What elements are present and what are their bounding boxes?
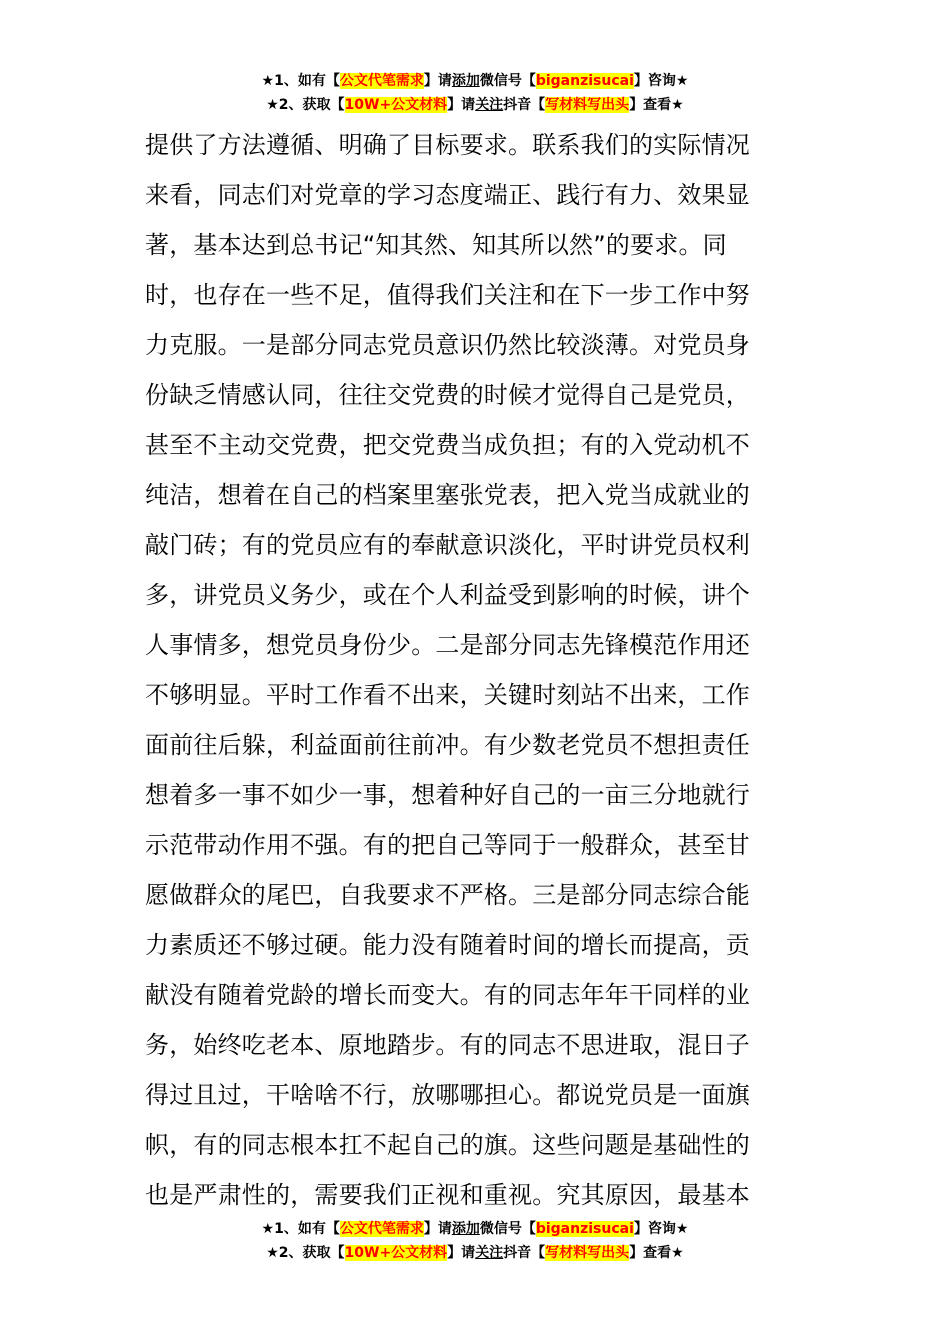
body-text-line: 想着多一事不如少一事，想着种好自己的一亩三分地就行 [145,781,750,809]
banner-text: ★1、如有【 [261,73,340,89]
footer-banner [0,1217,950,1265]
banner-text: 】请 [447,97,476,113]
banner-text: 抖音【 [503,1245,546,1261]
banner-highlight-service: 公文代笔需求 [339,1221,424,1237]
body-text-line: 来看，同志们对党章的学习态度端正、践行有力、效果显 [145,181,750,209]
body-text-line: 帜，有的同志根本扛不起自己的旗。这些问题是基础性的 [145,1131,750,1159]
body-text-line: 力克服。一是部分同志党员意识仍然比较淡薄。对党员身 [145,331,750,359]
banner-underlined-text: 添加 [451,73,480,89]
banner-underlined-text: 添加 [451,1221,480,1237]
banner-text: 】请 [423,73,452,89]
banner-text: ★2、获取【 [266,1245,345,1261]
body-text-line: 敲门砖；有的党员应有的奉献意识淡化，平时讲党员权利 [145,531,750,559]
banner-text: 抖音【 [503,97,546,113]
body-text-line: 纯洁，想着在自己的档案里塞张党表，把入党当成就业的 [145,481,750,509]
header-banner-line-1 [0,69,950,93]
banner-highlight-wechat-id: biganzisucai [535,73,634,89]
banner-text: 】咨询★ [633,73,689,89]
body-text-line: 人事情多，想党员身份少。二是部分同志先锋模范作用还 [145,631,750,659]
body-text-line: 著，基本达到总书记“知其然、知其所以然”的要求。同 [145,231,727,259]
footer-banner-line-2 [0,1241,950,1265]
banner-text: 】请 [423,1221,452,1237]
body-text-line: 得过且过，干啥啥不行，放哪哪担心。都说党员是一面旗 [145,1081,750,1109]
body-text-line: 愿做群众的尾巴，自我要求不严格。三是部分同志综合能 [145,881,750,909]
header-banner [0,69,950,117]
document-body [145,120,811,1220]
banner-highlight-materials: 10W+公文材料 [344,1245,448,1261]
banner-highlight-douyin-account: 写材料写出头 [545,1245,630,1261]
body-text-line: 面前往后躲，利益面前往前冲。有少数老党员不想担责任 [145,731,750,759]
banner-underlined-text: 关注 [475,97,504,113]
body-text-line: 力素质还不够过硬。能力没有随着时间的增长而提高，贡 [145,931,750,959]
footer-banner-line-1 [0,1217,950,1241]
body-text-line: 也是严肃性的，需要我们正视和重视。究其原因，最基本 [145,1181,750,1209]
body-text-line: 甚至不主动交党费，把交党费当成负担；有的入党动机不 [145,431,750,459]
banner-underlined-text: 关注 [475,1245,504,1261]
body-text-line: 份缺乏情感认同，往往交党费的时候才觉得自己是党员， [145,381,750,409]
body-text-line: 提供了方法遵循、明确了目标要求。联系我们的实际情况 [145,131,750,159]
body-text-line: 务，始终吃老本、原地踏步。有的同志不思进取，混日子 [145,1031,750,1059]
banner-highlight-service: 公文代笔需求 [339,73,424,89]
body-text-line: 献没有随着党龄的增长而变大。有的同志年年干同样的业 [145,981,750,1009]
header-banner-line-2 [0,93,950,117]
banner-text: ★2、获取【 [266,97,345,113]
banner-text: 】咨询★ [633,1221,689,1237]
banner-highlight-wechat-id: biganzisucai [535,1221,634,1237]
banner-text: ★1、如有【 [261,1221,340,1237]
banner-text: 微信号【 [479,73,536,89]
body-text-line: 不够明显。平时工作看不出来，关键时刻站不出来，工作 [145,681,750,709]
banner-text: 】查看★ [629,97,684,113]
banner-highlight-materials: 10W+公文材料 [344,97,448,113]
banner-text: 微信号【 [479,1221,536,1237]
body-text-line: 时，也存在一些不足，值得我们关注和在下一步工作中努 [145,281,750,309]
body-text-line: 多，讲党员义务少，或在个人利益受到影响的时候，讲个 [145,581,750,609]
banner-highlight-douyin-account: 写材料写出头 [545,97,630,113]
body-text-line: 示范带动作用不强。有的把自己等同于一般群众，甚至甘 [145,831,750,859]
banner-text: 】请 [447,1245,476,1261]
banner-text: 】查看★ [629,1245,684,1261]
